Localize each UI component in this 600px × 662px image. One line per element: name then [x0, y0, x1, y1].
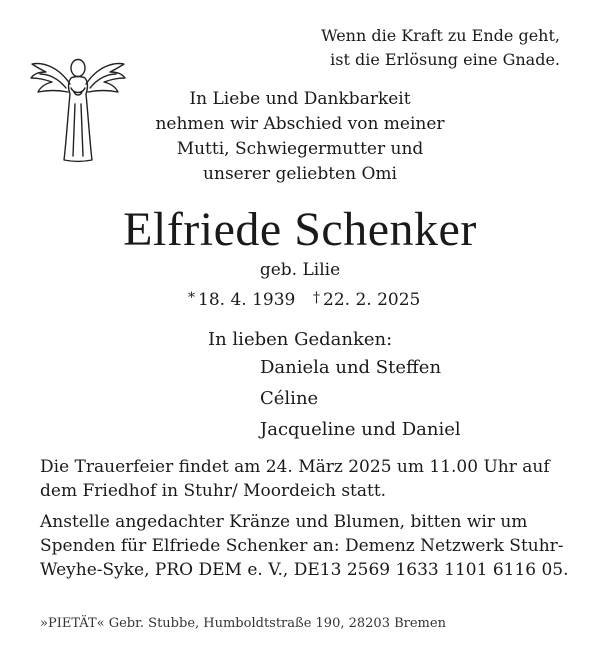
mourners-title: In lieben Gedanken: [208, 329, 393, 350]
intro-line: unserer geliebten Omi [203, 164, 397, 184]
intro-text [140, 87, 460, 187]
intro-line: nehmen wir Abschied von meiner [155, 114, 445, 134]
intro-line: In Liebe und Dankbarkeit [189, 89, 411, 109]
birth-symbol: * [188, 290, 195, 306]
birth-date [188, 286, 295, 312]
quote-line: ist die Erlösung eine Gnade. [330, 50, 560, 69]
mourner-name: Céline [260, 388, 319, 409]
death-symbol: † [313, 290, 320, 306]
donation-info: Anstelle angedachter Kränze und Blumen, bitten wir um Spenden für Elfriede Schenker an: Demenz Netzwerk Stuhr-Weyhe-Syke, PRO DEM e. V., DE13 2569 1633 1101 6116 05. [40, 512, 569, 580]
funeral-home-footer: »PIETÄT« Gebr. Stubbe, Humboldtstraße 190, 28203 Bremen [40, 616, 446, 631]
epigraph-quote [321, 24, 560, 72]
death-date-value: 22. 2. 2025 [323, 290, 421, 310]
quote-line: Wenn die Kraft zu Ende geht, [321, 26, 560, 45]
deceased-name: Elfriede Schenker [123, 203, 477, 256]
mourner-name: Jacqueline und Daniel [260, 419, 461, 440]
angel-icon [28, 44, 128, 164]
birth-date-value: 18. 4. 1939 [198, 290, 296, 310]
birth-name: geb. Lilie [259, 260, 341, 280]
mourner-name: Daniela und Steffen [260, 357, 442, 378]
funeral-service-info: Die Trauerfeier findet am 24. März 2025 um 11.00 Uhr auf dem Friedhof in Stuhr/ Moordeich statt. [40, 457, 550, 501]
death-date [313, 286, 420, 312]
intro-line: Mutti, Schwiegermutter und [176, 139, 424, 159]
